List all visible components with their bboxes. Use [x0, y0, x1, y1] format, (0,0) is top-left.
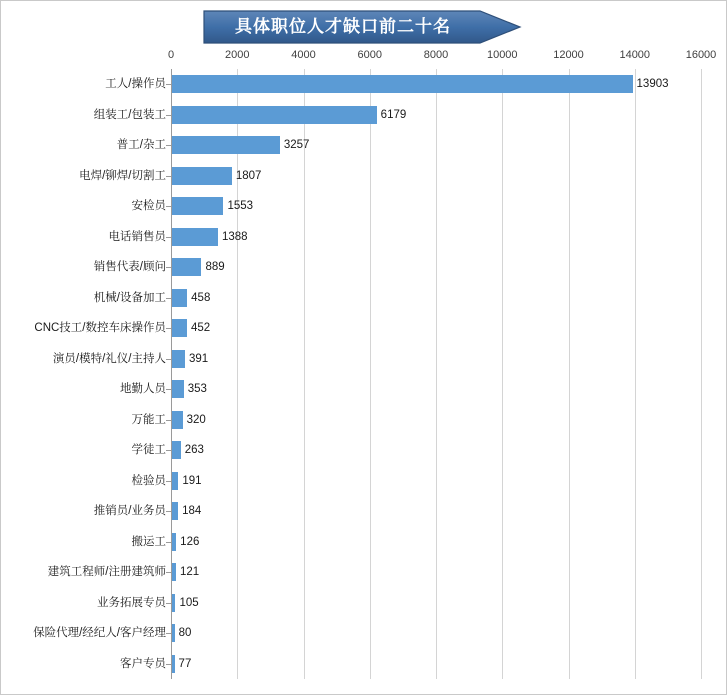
- category-label: 组装工/包装工: [93, 108, 166, 121]
- y-tick-mark: [166, 359, 171, 360]
- y-tick-mark: [166, 450, 171, 451]
- bar[interactable]: [172, 472, 178, 490]
- y-tick-mark: [166, 298, 171, 299]
- bar[interactable]: [172, 228, 218, 246]
- chart-title: 具体职位人才缺口前二十名: [235, 17, 451, 36]
- bar-value-label: 1388: [221, 230, 248, 243]
- y-tick-mark: [166, 572, 171, 573]
- bar[interactable]: [172, 167, 232, 185]
- bar-value-label: 6179: [380, 108, 407, 121]
- x-tick-label: 16000: [685, 49, 717, 61]
- category-label: 学徒工: [131, 444, 166, 456]
- bar-row: [1, 405, 727, 436]
- bar-row: [1, 222, 727, 253]
- bar-value-label: 1807: [235, 169, 262, 182]
- category-label: 工人/操作员: [105, 78, 166, 90]
- category-label: 检验员: [131, 474, 166, 487]
- bar-value-label: 77: [178, 657, 192, 670]
- bar-value-label: 121: [180, 566, 200, 578]
- x-tick-label: 8000: [423, 49, 449, 61]
- category-label: 销售代表/顾问: [93, 261, 166, 273]
- category-label: 安检员: [131, 200, 166, 212]
- bar-row: [1, 435, 727, 466]
- bar-row: [1, 527, 727, 558]
- bar-row: [1, 191, 727, 222]
- bar-row: [1, 69, 727, 100]
- bar[interactable]: [172, 75, 633, 93]
- bar-value-label: 353: [187, 383, 207, 395]
- bar[interactable]: [172, 502, 178, 520]
- bar[interactable]: [172, 655, 175, 673]
- x-tick-label: 4000: [291, 49, 316, 61]
- bar-value-label: 3257: [283, 139, 310, 151]
- bar-row: [1, 649, 727, 680]
- bar-value-label: 13903: [636, 78, 669, 90]
- y-tick-mark: [166, 603, 171, 604]
- x-tick-label: 2000: [225, 49, 250, 61]
- bar-row: [1, 313, 727, 344]
- bar-value-label: 452: [190, 322, 211, 334]
- bar[interactable]: [172, 533, 176, 551]
- y-tick-mark: [166, 664, 171, 665]
- bar[interactable]: [172, 350, 185, 368]
- x-axis-tick-labels: [167, 49, 717, 69]
- bar[interactable]: [172, 258, 201, 276]
- y-tick-mark: [166, 389, 171, 390]
- category-label: 业务拓展专员: [97, 596, 166, 609]
- bar-value-label: 105: [179, 596, 199, 609]
- bar-row: [1, 100, 727, 131]
- bar-row: [1, 374, 727, 405]
- bar[interactable]: [172, 197, 223, 215]
- bar-value-label: 126: [180, 535, 200, 548]
- bar[interactable]: [172, 136, 280, 154]
- bar-row: [1, 618, 727, 649]
- y-tick-mark: [166, 206, 171, 207]
- x-tick-label: 14000: [619, 49, 651, 61]
- bar-rows: [1, 69, 727, 679]
- category-label: 电焊/铆焊/切割工: [79, 169, 166, 182]
- y-tick-mark: [166, 481, 171, 482]
- category-label: 保险代理/经纪人/客户经理: [33, 627, 166, 639]
- plot-area: [1, 49, 727, 689]
- y-tick-mark: [166, 511, 171, 512]
- y-tick-mark: [166, 542, 171, 543]
- bar-value-label: 458: [191, 291, 211, 304]
- category-label: 推销员/业务员: [93, 505, 166, 517]
- bar[interactable]: [172, 380, 184, 398]
- bar-row: [1, 466, 727, 497]
- y-tick-mark: [166, 115, 171, 116]
- bar-row: [1, 344, 727, 375]
- category-label: 地勤人员: [120, 383, 166, 395]
- category-label: 普工/杂工: [116, 139, 166, 151]
- bar-row: [1, 130, 727, 161]
- bar[interactable]: [172, 319, 187, 337]
- bar-value-label: 191: [182, 474, 202, 487]
- category-label: 电话销售员: [108, 230, 166, 243]
- y-tick-mark: [166, 237, 171, 238]
- bar-row: [1, 283, 727, 314]
- y-tick-mark: [166, 267, 171, 268]
- y-tick-mark: [166, 145, 171, 146]
- y-tick-mark: [166, 420, 171, 421]
- x-tick-label: 0: [167, 49, 175, 61]
- x-tick-label: 12000: [553, 49, 584, 61]
- bar-value-label: 1553: [227, 200, 254, 212]
- bar-value-label: 184: [182, 505, 202, 517]
- category-label: 演员/模特/礼仪/主持人: [52, 352, 166, 365]
- bar[interactable]: [172, 563, 176, 581]
- bar-value-label: 320: [186, 413, 206, 426]
- x-tick-label: 6000: [357, 49, 382, 61]
- bar-value-label: 80: [178, 627, 192, 639]
- category-label: 客户专员: [120, 657, 166, 670]
- bar[interactable]: [172, 411, 183, 429]
- chart-title-banner: [198, 9, 523, 45]
- x-tick-label: 10000: [486, 49, 518, 61]
- category-label: 机械/设备加工: [93, 291, 166, 304]
- bar-value-label: 889: [205, 261, 225, 273]
- bar-value-label: 263: [184, 444, 204, 456]
- bar-row: [1, 161, 727, 192]
- bar[interactable]: [172, 624, 175, 642]
- bar-row: [1, 588, 727, 619]
- bar-value-label: 391: [188, 352, 209, 365]
- category-label: 建筑工程师/注册建筑师: [47, 566, 166, 578]
- bar[interactable]: [172, 441, 181, 459]
- bar[interactable]: [172, 594, 175, 612]
- bar-row: [1, 252, 727, 283]
- category-label: CNC技工/数控车床操作员: [34, 322, 166, 334]
- y-tick-mark: [166, 176, 171, 177]
- category-label: 搬运工: [131, 535, 166, 548]
- y-tick-mark: [166, 633, 171, 634]
- y-tick-mark: [166, 328, 171, 329]
- y-tick-mark: [166, 84, 171, 85]
- bar-row: [1, 557, 727, 588]
- category-label: 万能工: [131, 413, 166, 426]
- bar[interactable]: [172, 106, 377, 124]
- bar-row: [1, 496, 727, 527]
- bar[interactable]: [172, 289, 187, 307]
